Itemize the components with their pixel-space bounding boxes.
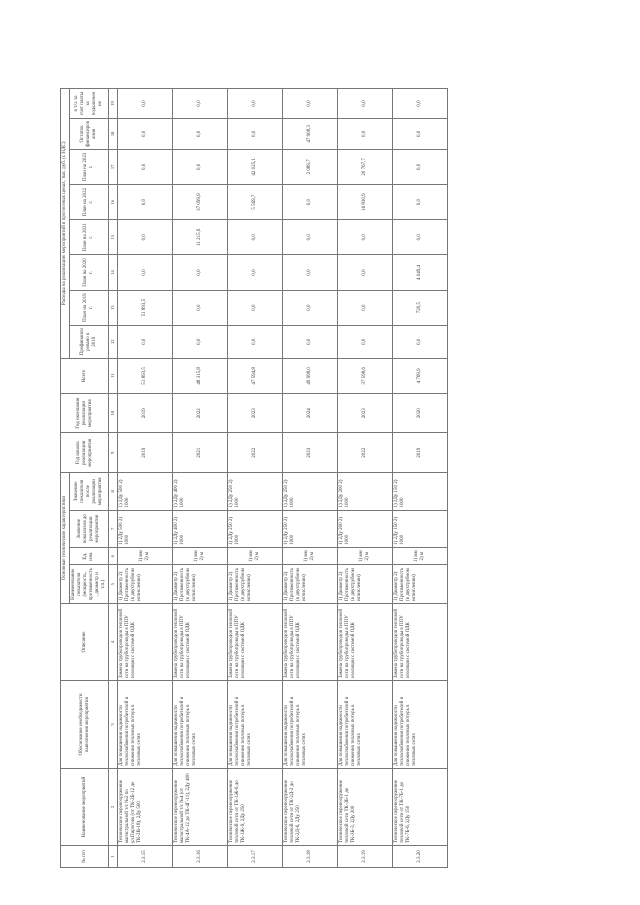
- row-number: 2.3.18: [283, 846, 338, 868]
- row-2020: 0,0: [173, 255, 228, 290]
- row-total: 47 594,8: [228, 358, 283, 393]
- investment-program-table: [60, 88, 448, 868]
- row-start-year: 2019: [393, 433, 448, 473]
- col-number: 19: [109, 89, 118, 119]
- row-2023: 0,0: [118, 149, 173, 184]
- row-end-year: 2022: [173, 393, 228, 433]
- row-2019: 0,0: [283, 290, 338, 325]
- row-before: 1) 2Ду 500 2) 1000: [118, 510, 173, 547]
- row-2021: 0,0: [338, 220, 393, 255]
- col-number: 8: [109, 473, 118, 510]
- row-before: 1) 2Ду 250 2) 1000: [283, 510, 338, 547]
- header-total: Всего: [61, 358, 109, 393]
- row-before: 1) 2Ду 400 2) 1000: [173, 510, 228, 547]
- row-fee: 0,0: [338, 89, 393, 119]
- row-end-year: 2019: [118, 393, 173, 433]
- row-unit: 1) мм 2) м: [228, 547, 283, 565]
- row-description: Замена трубопроводов тепловой сети на трубопроводы в ППУ изоляции с системой ОДК: [338, 604, 393, 681]
- col-number: 13: [109, 290, 118, 325]
- column-number-row: [109, 89, 118, 868]
- header-start-year: Год начала реализации мероприятия: [61, 433, 109, 473]
- row-fee: 0,0: [393, 89, 448, 119]
- row-after: 1) 2Ду 250 2) 1000: [228, 473, 283, 510]
- table-row: [393, 89, 448, 868]
- row-2022: 37 099,9: [173, 184, 228, 219]
- row-2019: 0,0: [228, 290, 283, 325]
- row-unit: 1) мм 2) м: [173, 547, 228, 565]
- row-2020: 0,0: [118, 255, 173, 290]
- col-number: 7: [109, 510, 118, 547]
- row-number: 2.3.17: [228, 846, 283, 868]
- header-2019: План на 2019 г.: [70, 290, 109, 325]
- row-reason: Для повышения надежности теплоснабжения потребителей и снижения тепловых потерь в тепловых сетях: [118, 681, 173, 769]
- header-reason: Обоснование необходимости выполнения мероприятия: [61, 681, 109, 769]
- row-name: Техническое перевооружение тепловой сети от ТК-2Д-2 до ТК-2Д-6, 2Ду 250: [283, 769, 338, 846]
- row-2021: 0,0: [228, 220, 283, 255]
- row-total: 49 998,0: [283, 358, 338, 393]
- row-start-year: 2021: [173, 433, 228, 473]
- table-row: [338, 89, 393, 868]
- row-param: 1) Диаметр 2) Протяженность (в двухтрубном исчислении): [393, 565, 448, 604]
- row-fee: 0,0: [283, 89, 338, 119]
- row-param: 1) Диаметр 2) Протяженность (в двухтрубном исчислении): [283, 565, 338, 604]
- table-row: [173, 89, 228, 868]
- header-before: Значение показателя до реализации мероприятия: [70, 510, 109, 547]
- row-description: Замена трубопроводов тепловой сети на трубопроводы в ППУ изоляции с системой ОДК: [228, 604, 283, 681]
- row-description: Замена трубопроводов тепловой сети на трубопроводы в ППУ изоляции с системой ОДК: [393, 604, 448, 681]
- row-fee: 0,0: [228, 89, 283, 119]
- row-2019: 720,5: [393, 290, 448, 325]
- row-rest: 0,0: [173, 118, 228, 149]
- row-name: Техническое перевооружение магистральной т/с №2 по ул.Пирогова (от ТК-2Б-12 до ТК-2В-18), 2Ду 500: [118, 769, 173, 846]
- row-start-year: 2023: [283, 433, 338, 473]
- row-2021: 0,0: [393, 220, 448, 255]
- row-after: 1) 2Ду 400 2) 1000: [173, 473, 228, 510]
- row-number: 2.3.20: [393, 846, 448, 868]
- header-group-tech: Основные технические характеристики: [61, 473, 70, 604]
- row-2023: 0,0: [393, 149, 448, 184]
- header-description: Описание: [61, 604, 109, 681]
- table-body: [118, 89, 448, 868]
- row-name: Техническое перевооружение тепловой сети ТК-3Б-1 до ТК-3Б-3, 2Ду 200: [338, 769, 393, 846]
- row-reason: Для повышения надежности теплоснабжения потребителей и снижения тепловых потерь в тепловых сетях: [393, 681, 448, 769]
- row-2020: 0,0: [338, 255, 393, 290]
- row-2023: 42 025,1: [228, 149, 283, 184]
- row-unit: 1) мм 2) м: [338, 547, 393, 565]
- row-reason: Для повышения надежности теплоснабжения потребителей и снижения тепловых потерь в тепловых сетях: [283, 681, 338, 769]
- row-start-year: 2022: [338, 433, 393, 473]
- row-after: 1) 2Ду 200 2) 1000: [338, 473, 393, 510]
- row-param: 1) Диаметр 2) Протяженность (в двухтрубном исчислении): [118, 565, 173, 604]
- row-2023: 2 089,7: [283, 149, 338, 184]
- row-2020: 4 049,4: [393, 255, 448, 290]
- row-rest: 0,0: [228, 118, 283, 149]
- row-start-year: 2022: [228, 433, 283, 473]
- row-2022: 0,0: [283, 184, 338, 219]
- row-param: 1) Диаметр 2) Протяженность (в двухтрубном исчислении): [338, 565, 393, 604]
- row-2020: 0,0: [283, 255, 338, 290]
- header-num: № п/п: [61, 846, 109, 868]
- col-number: 5: [109, 565, 118, 604]
- row-after: 1) 2Ду 500 2) 1000: [118, 473, 173, 510]
- table-row: [118, 89, 173, 868]
- row-2019: 0,0: [173, 290, 228, 325]
- col-number: 2: [109, 769, 118, 846]
- header-group-finance: Расходы на реализацию мероприятий в прогнозных ценах, тыс. руб. (с НДС): [61, 89, 70, 359]
- row-fee: 0,0: [173, 89, 228, 119]
- col-number: 16: [109, 184, 118, 219]
- row-funded: 0,0: [393, 325, 448, 358]
- row-description: Замена трубопроводов тепловой сети на трубопроводы в ППУ изоляции с системой ОДК: [118, 604, 173, 681]
- row-before: 1) 2Ду 200 2) 1000: [338, 510, 393, 547]
- col-number: 4: [109, 604, 118, 681]
- row-unit: 1) мм 2) м: [118, 547, 173, 565]
- col-number: 3: [109, 681, 118, 769]
- row-rest: 0,0: [338, 118, 393, 149]
- row-2021: 0,0: [118, 220, 173, 255]
- col-number: 6: [109, 547, 118, 565]
- row-2022: 16 830,9: [338, 184, 393, 219]
- col-number: 9: [109, 433, 118, 473]
- row-name: Техническое перевооружение магистральной т/с №4 (от ТК-4А-12 до ТК-4Г-11), 2Ду 400: [173, 769, 228, 846]
- row-2019: 0,0: [338, 290, 393, 325]
- row-2022: 0,0: [118, 184, 173, 219]
- col-number: 10: [109, 393, 118, 433]
- row-name: Техническое перевооружение тепловой сети от ТК-1Ж-6 до ТК-1Ж-9, 2Ду 250: [228, 769, 283, 846]
- col-number: 17: [109, 149, 118, 184]
- row-end-year: 2023: [338, 393, 393, 433]
- col-number: 12: [109, 325, 118, 358]
- row-2021: 0,0: [283, 220, 338, 255]
- row-total: 51 893,5: [118, 358, 173, 393]
- row-after: 1) 2Ду 150 2) 1000: [393, 473, 448, 510]
- row-param: 1) Диаметр 2) Протяженность (в двухтрубном исчислении): [228, 565, 283, 604]
- row-description: Замена трубопроводов тепловой сети на трубопроводы в ППУ изоляции с системой ОДК: [173, 604, 228, 681]
- row-number: 2.3.15: [118, 846, 173, 868]
- row-number: 2.3.16: [173, 846, 228, 868]
- row-funded: 0,0: [338, 325, 393, 358]
- row-total: 4 769,9: [393, 358, 448, 393]
- header-2020: План на 2020 г.: [70, 255, 109, 290]
- header-unit: Ед. изм.: [70, 547, 109, 565]
- row-rest: 47 908,3: [283, 118, 338, 149]
- row-2023: 0,0: [173, 149, 228, 184]
- header-param: Наименование показателя (мощность, протяженность, диаметр и т.п.): [70, 565, 109, 604]
- col-number: 14: [109, 255, 118, 290]
- row-2020: 0,0: [228, 255, 283, 290]
- row-funded: 0,0: [283, 325, 338, 358]
- row-before: 1) 2Ду 150 2) 1000: [393, 510, 448, 547]
- header-rest: Остаток финансирования: [70, 118, 109, 149]
- row-funded: 0,0: [228, 325, 283, 358]
- row-total: 37 598,6: [338, 358, 393, 393]
- row-before: 1) 2Ду 250 2) 1000: [228, 510, 283, 547]
- header-2022: План на 2022 г.: [70, 184, 109, 219]
- header-fee: в т.ч. за счет платы за подключение: [70, 89, 109, 119]
- col-number: 15: [109, 220, 118, 255]
- row-start-year: 2019: [118, 433, 173, 473]
- row-number: 2.3.19: [338, 846, 393, 868]
- row-reason: Для повышения надежности теплоснабжения потребителей и снижения тепловых потерь в тепловых сетях: [338, 681, 393, 769]
- col-number: 11: [109, 358, 118, 393]
- row-rest: 0,0: [393, 118, 448, 149]
- row-end-year: 2024: [283, 393, 338, 433]
- row-2019: 51 893,5: [118, 290, 173, 325]
- row-end-year: 2020: [393, 393, 448, 433]
- row-unit: 1) мм 2) м: [393, 547, 448, 565]
- row-unit: 1) мм 2) м: [283, 547, 338, 565]
- table-row: [283, 89, 338, 868]
- header-2021: План на 2021 г.: [70, 220, 109, 255]
- row-reason: Для повышения надежности теплоснабжения потребителей и снижения тепловых потерь в тепловых сетях: [228, 681, 283, 769]
- col-number: 1: [109, 846, 118, 868]
- row-funded: 0,0: [118, 325, 173, 358]
- table-row: [228, 89, 283, 868]
- row-end-year: 2023: [228, 393, 283, 433]
- rotated-table-container: [60, 88, 580, 868]
- header-name: Наименование мероприятий: [61, 769, 109, 846]
- row-after: 1) 2Ду 250 2) 1000: [283, 473, 338, 510]
- header-after: Значение показателя после реализации мероприятия: [70, 473, 109, 510]
- row-2022: 0,0: [393, 184, 448, 219]
- row-total: 48 315,8: [173, 358, 228, 393]
- header-2023: План на 2023 г.: [70, 149, 109, 184]
- row-2022: 5 569,7: [228, 184, 283, 219]
- header-end-year: Год окончания реализации мероприятия: [61, 393, 109, 433]
- row-funded: 0,0: [173, 325, 228, 358]
- header-funded: Профинансировано к 2019: [70, 325, 109, 358]
- row-reason: Для повышения надежности теплоснабжения потребителей и снижения тепловых потерь в тепловых сетях: [173, 681, 228, 769]
- col-number: 18: [109, 118, 118, 149]
- row-description: Замена трубопроводов тепловой сети на трубопроводы в ППУ изоляции с системой ОДК: [283, 604, 338, 681]
- header-row-1: [61, 89, 70, 868]
- row-2021: 11 215,9: [173, 220, 228, 255]
- row-rest: 0,0: [118, 118, 173, 149]
- row-param: 1) Диаметр 2) Протяженность (в двухтрубном исчислении): [173, 565, 228, 604]
- row-2023: 20 767,7: [338, 149, 393, 184]
- row-fee: 0,0: [118, 89, 173, 119]
- row-name: Техническое перевооружение тепловой сети от ТК-7Б-1 до ТК-7Б-6, 2Ду 150: [393, 769, 448, 846]
